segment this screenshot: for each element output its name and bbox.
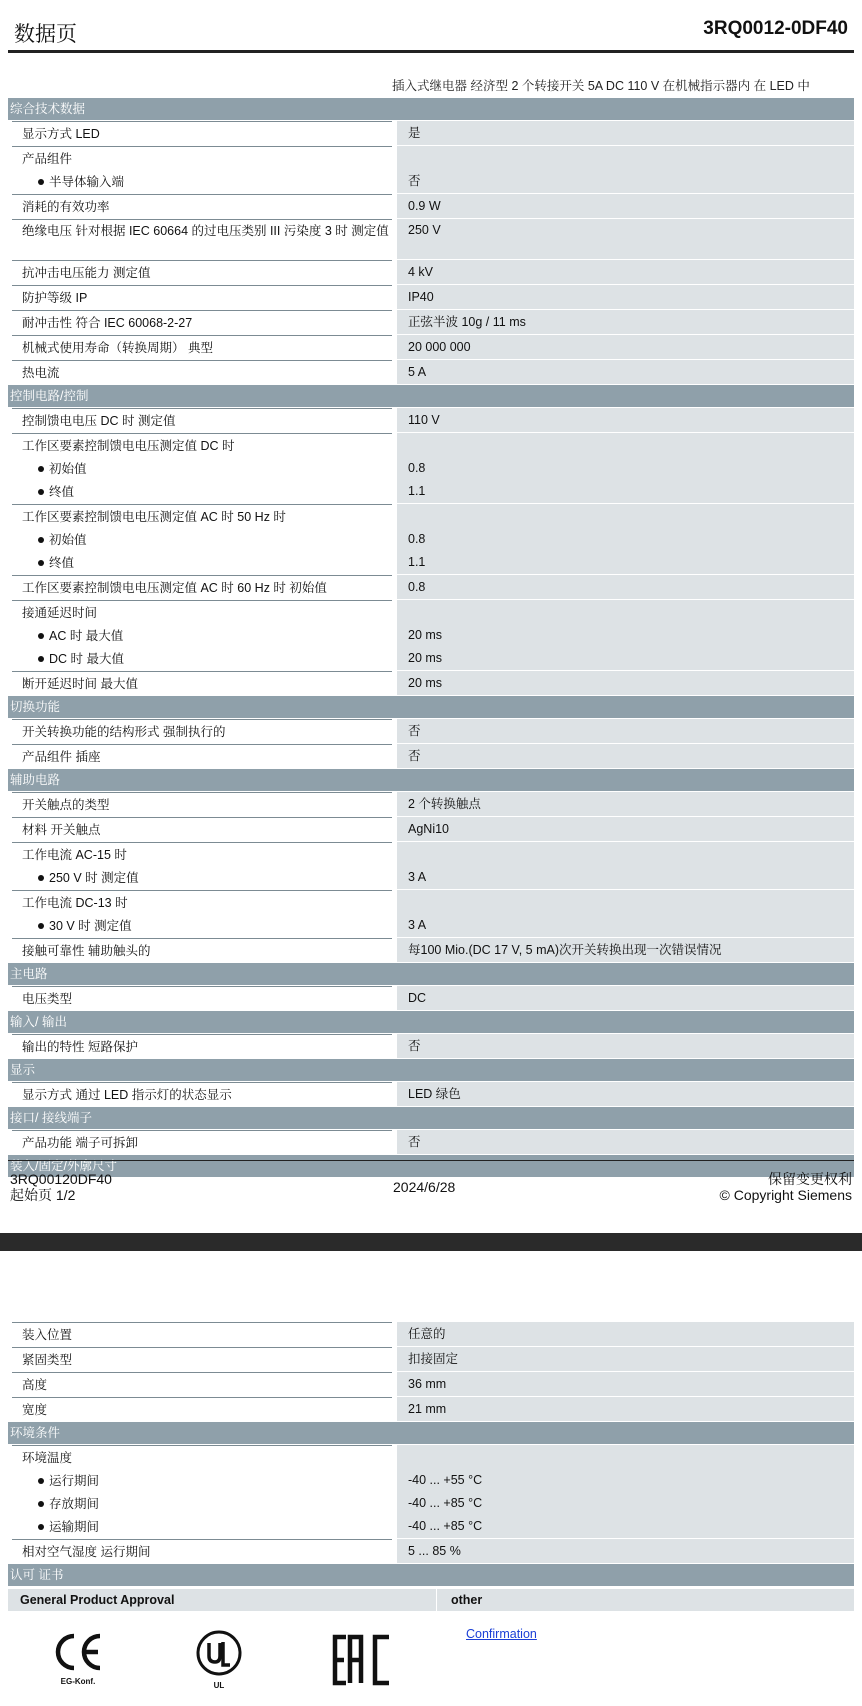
spec-label: [12, 286, 392, 309]
spec-row: [8, 433, 854, 504]
spec-label: [12, 434, 392, 457]
spec-label-text: 终值: [49, 485, 75, 499]
spec-value: 否: [408, 174, 421, 188]
spec-label-text: 绝缘电压 针对根据 IEC 60664 的过电压类别 III 污染度 3 时 测定值: [22, 224, 389, 238]
spec-value: 250 V: [408, 223, 441, 237]
spec-label-cell: [12, 121, 392, 145]
spec-value: 20 ms: [408, 676, 443, 690]
spec-row: [8, 1372, 854, 1397]
spec-label: [12, 1035, 392, 1058]
spec-label-text: 装入位置: [22, 1328, 73, 1342]
spec-label-text: 初始值: [49, 533, 87, 547]
spec-label-text: 运行期间: [49, 1474, 100, 1488]
spec-value-cell: [397, 219, 854, 259]
spec-value: 20 ms: [408, 628, 443, 642]
bullet-icon: [38, 560, 44, 566]
spec-label-cell: [12, 817, 392, 841]
bullet-icon: [38, 1501, 44, 1507]
spec-label-text: 输出的特性 短路保护: [22, 1040, 138, 1054]
spec-label-text: 抗冲击电压能力 测定值: [22, 266, 151, 280]
spec-value-cell: [397, 1445, 854, 1538]
spec-label: [12, 1348, 392, 1371]
spec-label-cell: [12, 744, 392, 768]
spec-sub-label: [12, 1515, 392, 1538]
spec-label: [12, 195, 392, 218]
spec-row: [8, 310, 854, 335]
spec-label-text: 工作区要素控制馈电电压测定值 DC 时: [22, 439, 235, 453]
spec-row: [8, 260, 854, 285]
spec-row: [8, 744, 854, 769]
certificate-column-1: General Product Approval: [8, 1589, 437, 1611]
spec-value-cell: [397, 719, 854, 743]
ce-mark-icon: [52, 1632, 104, 1672]
bullet-icon: [38, 923, 44, 929]
page-header: [8, 8, 854, 53]
spec-label: [12, 1540, 392, 1563]
footer-right: [720, 1171, 852, 1203]
bullet-icon: [38, 633, 44, 639]
spec-label-text: 工作电流 AC-15 时: [22, 848, 127, 862]
spec-label-text: 电压类型: [22, 992, 73, 1006]
spec-label: [12, 576, 392, 599]
spec-label-text: 断开延迟时间 最大值: [22, 677, 138, 691]
spec-label: [12, 1398, 392, 1421]
footer-copyright: © Copyright Siemens: [719, 1187, 852, 1203]
ul-mark-caption: UL: [213, 1681, 225, 1690]
spec-row: [8, 1082, 854, 1107]
spec-value: 21 mm: [408, 1402, 447, 1416]
section-header: 显示: [8, 1059, 854, 1082]
page-separator-bar: [0, 1233, 862, 1251]
spec-value: DC: [408, 991, 427, 1005]
spec-label: [12, 987, 392, 1010]
spec-label-cell: [12, 146, 392, 193]
spec-label-cell: [12, 1034, 392, 1058]
spec-value-cell: [397, 1034, 854, 1058]
spec-value: -40 ... +85 °C: [408, 1496, 483, 1510]
spec-row: [8, 194, 854, 219]
section-header: 接口/ 接线端子: [8, 1107, 854, 1130]
spec-row: [8, 1347, 854, 1372]
certificate-logos: [0, 1620, 862, 1706]
spec-label-text: 紧固类型: [22, 1353, 73, 1367]
spec-label-text: 250 V 时 测定值: [49, 871, 139, 885]
spec-label-cell: [12, 1397, 392, 1421]
spec-value: [397, 842, 854, 865]
spec-value-cell: [397, 1130, 854, 1154]
spec-value: 5 A: [408, 365, 427, 379]
spec-row: [8, 986, 854, 1011]
spec-label-text: 运输期间: [49, 1520, 100, 1534]
spec-label-text: 开关转换功能的结构形式 强制执行的: [22, 725, 226, 739]
spec-label-text: 工作区要素控制馈电电压测定值 AC 时 60 Hz 时 初始值: [22, 581, 327, 595]
eac-mark-logo: [332, 1634, 392, 1691]
spec-row: [8, 671, 854, 696]
spec-label-cell: [12, 719, 392, 743]
ul-mark-logo: [196, 1630, 242, 1690]
spec-value: 36 mm: [408, 1377, 447, 1391]
spec-label: [12, 311, 392, 334]
spec-value: IP40: [408, 290, 434, 304]
spec-label: [12, 672, 392, 695]
spec-label-cell: [12, 1539, 392, 1563]
spec-label-text: 相对空气湿度 运行期间: [22, 1545, 151, 1559]
spec-value-cell: [397, 433, 854, 503]
section-header: 控制电路/控制: [8, 385, 854, 408]
spec-sub-label: [12, 170, 392, 193]
footer-date: 2024/6/28: [393, 1179, 456, 1195]
bullet-icon: [38, 1478, 44, 1484]
spec-label: [12, 361, 392, 384]
spec-sub-label: [12, 528, 392, 551]
spec-label-text: AC 时 最大值: [49, 629, 124, 643]
confirmation-link[interactable]: Confirmation: [466, 1627, 537, 1641]
spec-label-text: DC 时 最大值: [49, 652, 125, 666]
spec-label-cell: [12, 938, 392, 962]
spec-label-text: 产品组件: [22, 152, 73, 166]
spec-label-text: 材料 开关触点: [22, 823, 101, 837]
certificate-column-2: other: [451, 1593, 483, 1607]
spec-value: 0.9 W: [408, 199, 441, 213]
spec-value-cell: [397, 408, 854, 432]
spec-label-cell: [12, 1445, 392, 1538]
spec-row: [8, 600, 854, 671]
spec-label: [12, 122, 392, 145]
spec-row: [8, 890, 854, 938]
spec-label-cell: [12, 600, 392, 670]
spec-label: [12, 720, 392, 743]
ce-mark-caption: EG-Konf.: [60, 1677, 96, 1686]
spec-value: 5 ... 85 %: [408, 1544, 461, 1558]
spec-row: [8, 1034, 854, 1059]
spec-label: [12, 336, 392, 359]
spec-label-text: 半导体输入端: [49, 175, 125, 189]
spec-row: [8, 817, 854, 842]
spec-sub-label: [12, 647, 392, 670]
bullet-icon: [38, 656, 44, 662]
certificate-table-header: [8, 1589, 854, 1611]
spec-value: 是: [408, 126, 421, 140]
spec-label-cell: [12, 335, 392, 359]
spec-value-cell: [397, 146, 854, 193]
spec-label-text: 消耗的有效功率: [22, 200, 110, 214]
spec-label-text: 开关触点的类型: [22, 798, 110, 812]
spec-label-text: 产品功能 端子可拆卸: [22, 1136, 138, 1150]
spec-value: 20 000 000: [408, 340, 471, 354]
spec-row: [8, 121, 854, 146]
ul-mark-icon: [196, 1630, 242, 1676]
spec-label-text: 初始值: [49, 462, 87, 476]
spec-table-page-2: [8, 1322, 854, 1611]
spec-label-cell: [12, 360, 392, 384]
spec-value: [397, 146, 854, 169]
spec-value: 否: [408, 724, 421, 738]
spec-label-cell: [12, 1130, 392, 1154]
spec-value: [397, 433, 854, 456]
spec-label-cell: [12, 575, 392, 599]
spec-label-cell: [12, 194, 392, 218]
spec-label: [12, 505, 392, 528]
section-header: 辅助电路: [8, 769, 854, 792]
spec-label-cell: [12, 310, 392, 334]
eac-mark-icon: [332, 1634, 392, 1686]
spec-label-text: 30 V 时 测定值: [49, 919, 132, 933]
spec-row: [8, 1539, 854, 1564]
spec-label: [12, 220, 392, 243]
spec-value: 1.1: [408, 555, 426, 569]
spec-row: [8, 408, 854, 433]
spec-value-cell: [397, 285, 854, 309]
spec-sub-label: [12, 480, 392, 503]
spec-value: -40 ... +85 °C: [408, 1519, 483, 1533]
part-number: 3RQ0012-0DF40: [703, 18, 848, 39]
spec-label-cell: [12, 842, 392, 889]
spec-value-cell: [397, 938, 854, 962]
spec-value: 3 A: [408, 870, 427, 884]
spec-value: [397, 600, 854, 623]
section-header: 认可 证书: [8, 1564, 854, 1587]
spec-value: [397, 1445, 854, 1468]
spec-sub-label: [12, 866, 392, 889]
spec-row: [8, 938, 854, 963]
spec-label: [12, 1446, 392, 1469]
spec-value-cell: [397, 575, 854, 599]
spec-label: [12, 1131, 392, 1154]
spec-label: [12, 601, 392, 624]
footer-doc-id: 3RQ00120DF40: [10, 1171, 112, 1187]
bullet-icon: [38, 875, 44, 881]
section-header: 环境条件: [8, 1422, 854, 1445]
spec-value: 0.8: [408, 461, 426, 475]
spec-sub-label: [12, 1469, 392, 1492]
spec-value: 任意的: [408, 1327, 446, 1341]
spec-label-text: 终值: [49, 556, 75, 570]
spec-label-cell: [12, 1347, 392, 1371]
spec-label-text: 工作电流 DC-13 时: [22, 896, 128, 910]
spec-label-text: 接通延迟时间: [22, 606, 98, 620]
spec-value: 0.8: [408, 532, 426, 546]
spec-label-cell: [12, 1322, 392, 1346]
bullet-icon: [38, 537, 44, 543]
spec-row: [8, 504, 854, 575]
spec-value-cell: [397, 1397, 854, 1421]
spec-label-text: 热电流: [22, 366, 60, 380]
spec-value: 每100 Mio.(DC 17 V, 5 mA)次开关转换出现一次错误情况: [408, 943, 722, 957]
spec-value-cell: [397, 600, 854, 670]
spec-label-text: 工作区要素控制馈电电压测定值 AC 时 50 Hz 时: [22, 510, 286, 524]
spec-value-cell: [397, 504, 854, 574]
footer-rights: 保留变更权利: [768, 1171, 852, 1187]
spec-label-text: 耐冲击性 符合 IEC 60068-2-27: [22, 316, 193, 330]
spec-value-cell: [397, 986, 854, 1010]
bullet-icon: [38, 489, 44, 495]
spec-label: [12, 745, 392, 768]
product-description: 插入式继电器 经济型 2 个转接开关 5A DC 110 V 在机械指示器内 在 LED 中: [392, 79, 810, 93]
spec-label: [12, 1083, 392, 1106]
spec-value: 1.1: [408, 484, 426, 498]
bullet-icon: [38, 466, 44, 472]
spec-label-text: 显示方式 通过 LED 指示灯的状态显示: [22, 1088, 232, 1102]
spec-label-text: 接触可靠性 辅助触头的: [22, 944, 151, 958]
spec-value: 扣接固定: [408, 1352, 459, 1366]
spec-value-cell: [397, 1539, 854, 1563]
spec-sub-label: [12, 624, 392, 647]
spec-value-cell: [397, 1322, 854, 1346]
spec-label-text: 宽度: [22, 1403, 48, 1417]
spec-value-cell: [397, 1082, 854, 1106]
spec-label-text: 机械式使用寿命（转换周期） 典型: [22, 341, 213, 355]
spec-sub-label: [12, 914, 392, 937]
spec-value-cell: [397, 671, 854, 695]
spec-label-cell: [12, 408, 392, 432]
spec-sub-label: [12, 1492, 392, 1515]
spec-label-cell: [12, 285, 392, 309]
bullet-icon: [38, 1524, 44, 1530]
spec-label-text: 防护等级 IP: [22, 291, 88, 305]
spec-value: -40 ... +55 °C: [408, 1473, 483, 1487]
spec-value-cell: [397, 744, 854, 768]
spec-label-cell: [12, 219, 392, 259]
spec-value: 正弦半波 10g / 11 ms: [408, 315, 526, 329]
spec-value-cell: [397, 335, 854, 359]
footer-page: 起始页 1/2: [10, 1187, 76, 1203]
spec-row: [8, 842, 854, 890]
spec-sub-label: [12, 551, 392, 574]
spec-label: [12, 1323, 392, 1346]
spec-row: [8, 146, 854, 194]
spec-row: [8, 285, 854, 310]
spec-value-cell: [397, 890, 854, 937]
bullet-icon: [38, 179, 44, 185]
spec-value-cell: [397, 792, 854, 816]
spec-value-cell: [397, 310, 854, 334]
spec-value: [397, 504, 854, 527]
spec-row: [8, 719, 854, 744]
spec-value: 否: [408, 1135, 421, 1149]
spec-label-text: 存放期间: [49, 1497, 100, 1511]
spec-value: [397, 890, 854, 913]
spec-label: [12, 891, 392, 914]
spec-label: [12, 409, 392, 432]
spec-row: [8, 360, 854, 385]
spec-value-cell: [397, 817, 854, 841]
spec-value: 3 A: [408, 918, 427, 932]
spec-label-text: 环境温度: [22, 1451, 73, 1465]
spec-label-cell: [12, 671, 392, 695]
spec-row: [8, 1322, 854, 1347]
spec-value: 110 V: [408, 413, 440, 427]
spec-label: [12, 1373, 392, 1396]
footer-left: [10, 1171, 112, 1203]
spec-value: 4 kV: [408, 265, 434, 279]
spec-table-page-1: [8, 98, 854, 1178]
spec-label-text: 显示方式 LED: [22, 127, 100, 141]
spec-row: [8, 1130, 854, 1155]
spec-row: [8, 575, 854, 600]
spec-label-text: 产品组件 插座: [22, 750, 101, 764]
spec-value-cell: [397, 121, 854, 145]
spec-value: 否: [408, 1039, 421, 1053]
spec-label-cell: [12, 433, 392, 503]
spec-value: 2 个转换触点: [408, 797, 481, 811]
spec-value-cell: [397, 360, 854, 384]
spec-sub-label: [12, 457, 392, 480]
spec-label-cell: [12, 1372, 392, 1396]
header-title: 数据页: [14, 23, 77, 46]
spec-value-cell: [397, 260, 854, 284]
page-footer: [8, 1160, 854, 1217]
spec-label: [12, 793, 392, 816]
spec-label-cell: [12, 986, 392, 1010]
spec-row: [8, 335, 854, 360]
spec-label-text: 控制馈电电压 DC 时 测定值: [22, 414, 176, 428]
spec-label: [12, 843, 392, 866]
spec-value-cell: [397, 1347, 854, 1371]
spec-label-cell: [12, 792, 392, 816]
spec-value-cell: [397, 842, 854, 889]
spec-row: [8, 1397, 854, 1422]
spec-label: [12, 147, 392, 170]
spec-row: [8, 1445, 854, 1539]
spec-row: [8, 219, 854, 260]
spec-label: [12, 939, 392, 962]
spec-label-cell: [12, 260, 392, 284]
spec-value: AgNi10: [408, 822, 449, 836]
section-header: 输入/ 输出: [8, 1011, 854, 1034]
spec-value: LED 绿色: [408, 1087, 461, 1101]
spec-label-cell: [12, 1082, 392, 1106]
section-header: 切换功能: [8, 696, 854, 719]
spec-label-text: 高度: [22, 1378, 48, 1392]
section-header: 主电路: [8, 963, 854, 986]
spec-value: 0.8: [408, 580, 426, 594]
spec-row: [8, 792, 854, 817]
section-header: 综合技术数据: [8, 98, 854, 121]
spec-label: [12, 261, 392, 284]
spec-label-cell: [12, 890, 392, 937]
spec-value: 20 ms: [408, 651, 443, 665]
spec-label: [12, 818, 392, 841]
spec-value: 否: [408, 749, 421, 763]
spec-value-cell: [397, 1372, 854, 1396]
section-header: 装入/固定/外廓尺寸: [8, 1155, 854, 1178]
ce-mark-logo: [52, 1632, 104, 1686]
spec-value-cell: [397, 194, 854, 218]
spec-label-cell: [12, 504, 392, 574]
